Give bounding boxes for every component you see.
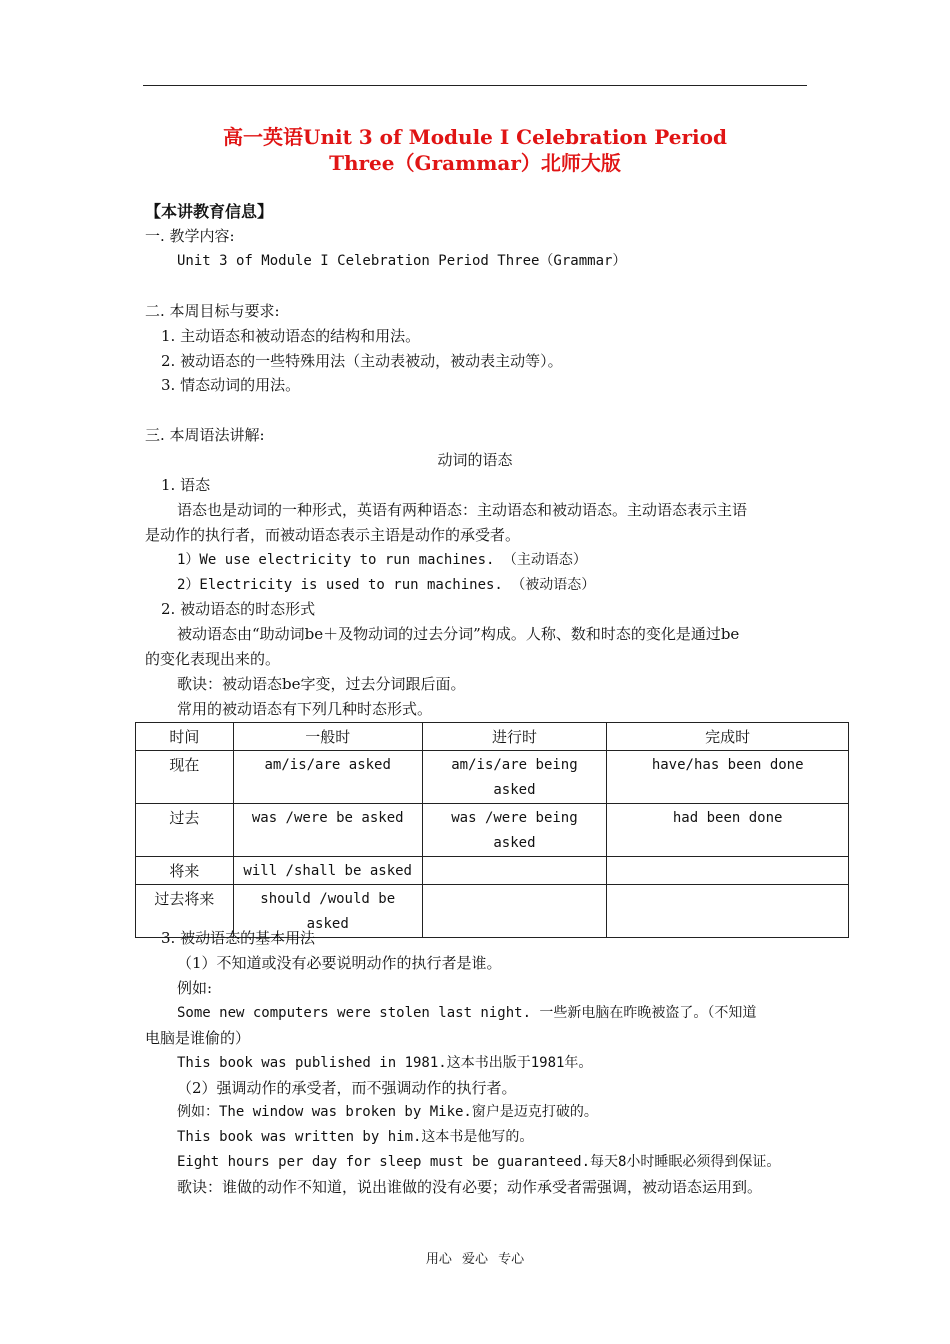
table-cell: 过去 (136, 804, 234, 857)
example-label: 例如: (177, 979, 213, 997)
usage-rhyme: 歌诀：谁做的动作不知道，说出谁做的没有必要；动作承受者需强调，被动语态运用到。 (177, 1178, 763, 1196)
title-line-2: Three（Grammar）北师大版 (329, 151, 621, 175)
table-cell: should /would be asked (233, 885, 422, 938)
table-cell: have/has been done (607, 751, 849, 804)
section-1-heading: 一. 教学内容: (145, 227, 235, 245)
goal-item-3: 3. 情态动词的用法。 (161, 376, 301, 394)
table-header-cell: 时间 (136, 723, 234, 751)
usage-example-4: This book was written by him.这本书是他写的。 (177, 1129, 534, 1145)
section-3-heading: 三. 本周语法讲解: (145, 426, 265, 444)
table-cell: was /were being asked (422, 804, 607, 857)
table-row (136, 751, 849, 804)
table-cell: am/is/are asked (233, 751, 422, 804)
table-cell: 现在 (136, 751, 234, 804)
voice-para-line-1: 语态也是动词的一种形式，英语有两种语态：主动语态和被动语态。主动语态表示主语 (177, 501, 748, 519)
table-cell (422, 885, 607, 938)
section-2-heading: 二. 本周目标与要求: (145, 302, 280, 320)
table-header-cell: 进行时 (422, 723, 607, 751)
table-cell: 将来 (136, 857, 234, 885)
usage-heading: 3. 被动语态的基本用法 (161, 929, 316, 947)
table-cell (607, 885, 849, 938)
tense-heading: 2. 被动语态的时态形式 (161, 600, 316, 618)
usage-example-2: This book was published in 1981.这本书出版于1981年。 (177, 1055, 593, 1071)
usage-point-2: （2）强调动作的承受者，而不强调动作的执行者。 (177, 1079, 517, 1097)
goal-item-2: 2. 被动语态的一些特殊用法（主动表被动，被动表主动等）。 (161, 352, 563, 370)
table-header-cell: 一般时 (233, 723, 422, 751)
tense-para-line-1: 被动语态由“助动词be＋及物动词的过去分词”构成。人称、数和时态的变化是通过be (177, 625, 740, 643)
usage-example-1-line-1: Some new computers were stolen last night. 一些新电脑在昨晚被盗了。（不知道 (177, 1005, 757, 1021)
tense-intro: 常用的被动语态有下列几种时态形式。 (177, 700, 433, 718)
tense-para-line-2: 的变化表现出来的。 (145, 650, 281, 668)
table-cell (607, 857, 849, 885)
table-cell (422, 857, 607, 885)
goal-item-1: 1. 主动语态和被动语态的结构和用法。 (161, 327, 421, 345)
table-header-cell: 完成时 (607, 723, 849, 751)
tense-rhyme: 歌诀：被动语态be字变，过去分词跟后面。 (177, 675, 466, 693)
table-header-row (136, 723, 849, 751)
voice-example-1: 1）We use electricity to run machines. （主动语态） (177, 552, 587, 568)
usage-example-1-line-2: 电脑是谁偷的） (145, 1029, 251, 1047)
table-cell: had been done (607, 804, 849, 857)
document-title (143, 124, 807, 176)
usage-example-3: 例如：The window was broken by Mike.窗户是迈克打破的。 (177, 1104, 598, 1120)
table-cell: am/is/are being asked (422, 751, 607, 804)
page-footer: 用心 爱心 专心 (425, 1252, 525, 1267)
title-line-1: 高一英语Unit 3 of Module I Celebration Period (223, 125, 727, 149)
header-rule (143, 85, 807, 86)
voice-para-line-2: 是动作的执行者，而被动语态表示主语是动作的承受者。 (145, 526, 521, 544)
table-row (136, 804, 849, 857)
section-3-subtitle: 动词的语态 (437, 451, 513, 469)
table-cell: was /were be asked (233, 804, 422, 857)
voice-heading: 1. 语态 (161, 476, 211, 494)
table-row (136, 857, 849, 885)
table-cell: 过去将来 (136, 885, 234, 938)
usage-example-5: Eight hours per day for sleep must be guaranteed.每天8小时睡眠必须得到保证。 (177, 1154, 781, 1170)
voice-example-2: 2）Electricity is used to run machines. （被动语态） (177, 577, 596, 593)
section-1-content: Unit 3 of Module I Celebration Period Three（Grammar） (177, 253, 627, 269)
passive-tense-table (135, 722, 849, 938)
section-header: 【本讲教育信息】 (145, 202, 274, 221)
usage-point-1: （1）不知道或没有必要说明动作的执行者是谁。 (177, 954, 502, 972)
table-cell: will /shall be asked (233, 857, 422, 885)
